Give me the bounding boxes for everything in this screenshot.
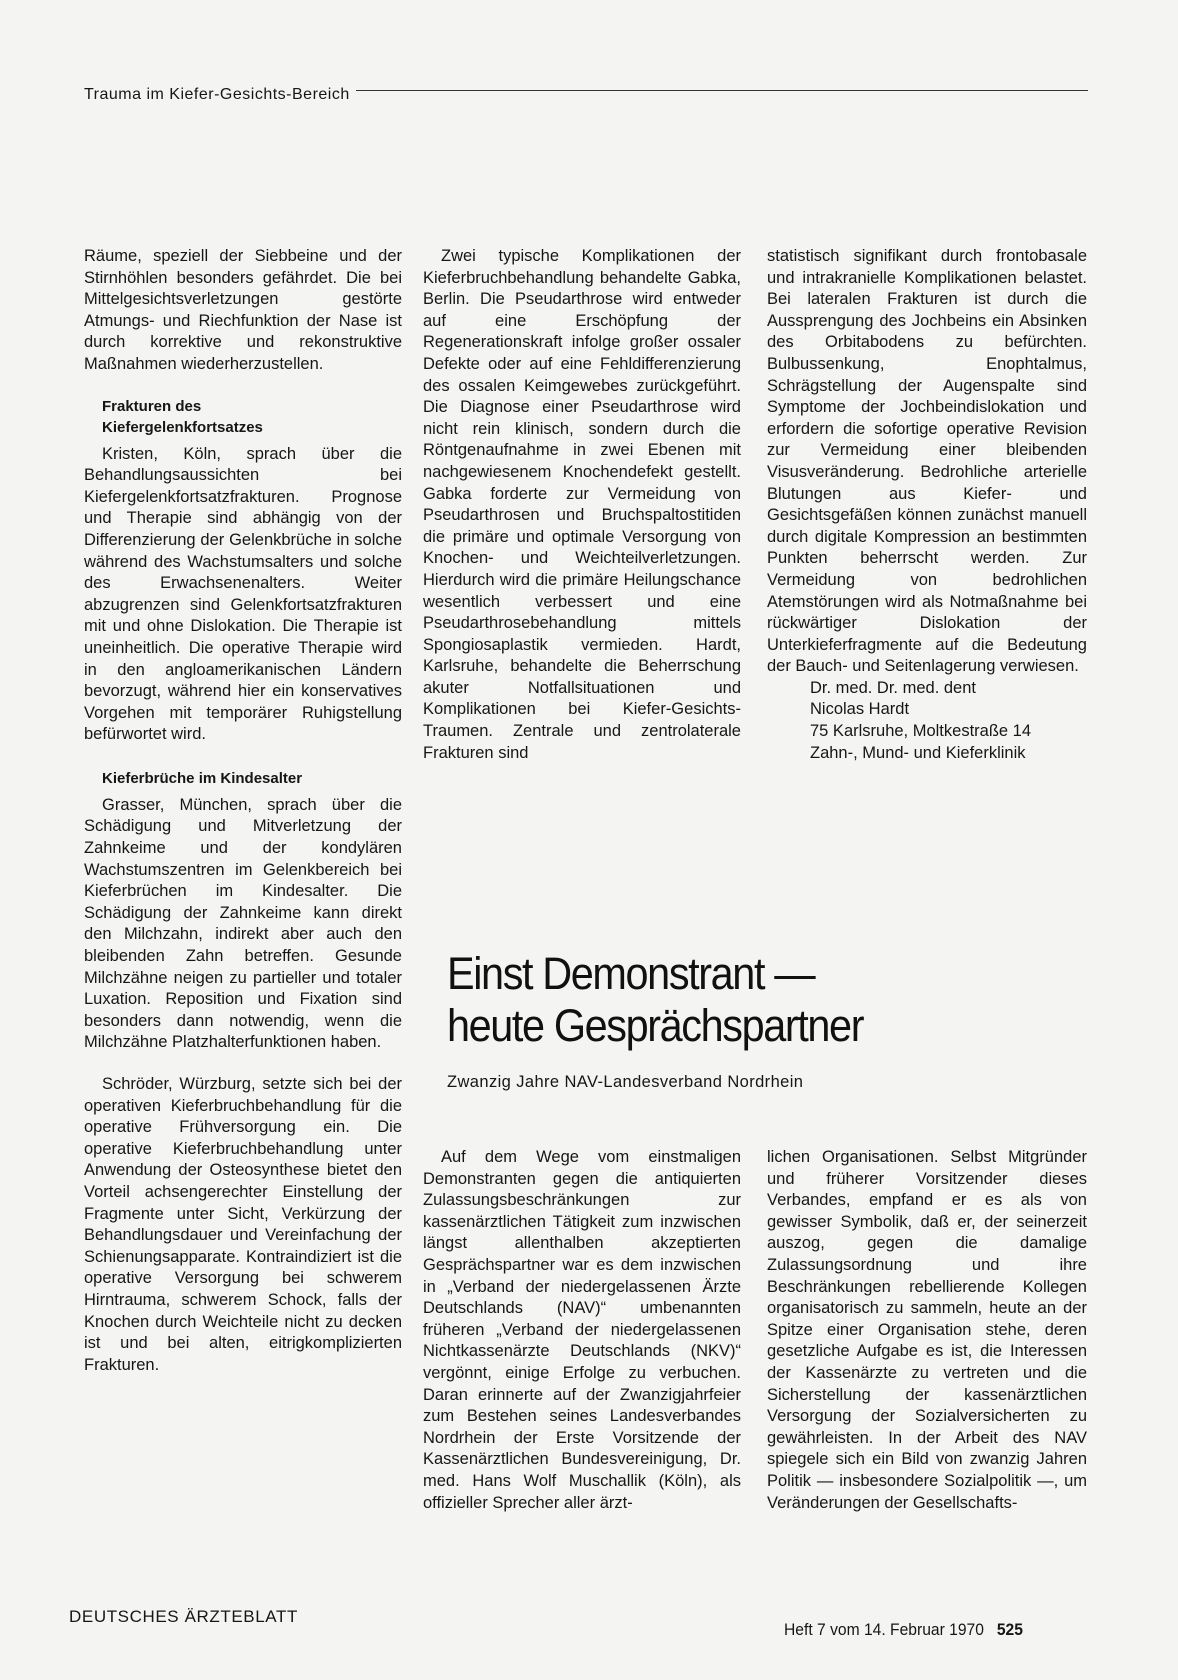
- author-name: Nicolas Hardt: [810, 700, 910, 719]
- page-number: 525: [996, 1620, 1023, 1639]
- paragraph: Räume, speziell der Siebbeine und der Stirnhöhlen besonders gefährdet. Die bei Mittelgesichtsverletzungen gestörte Atmungs- und Riechfunktion der Nase ist durch korrektive und rekonstruktive Maßnahmen wiederherzustellen.: [84, 247, 402, 373]
- author-clinic: Zahn-, Mund- und Kieferklinik: [810, 743, 1026, 762]
- running-header-text: Trauma im Kiefer-Gesichts-Bereich: [84, 86, 350, 103]
- section-heading: [84, 396, 402, 438]
- header-rule: [356, 90, 1088, 91]
- article-column-left: [423, 1147, 741, 1514]
- paragraph: Schröder, Würzburg, setzte sich bei der operativen Kieferbruchbehandlung für die operative Frühversorgung ein. Die operative Kieferbruchbehandlung unter Anwendung der Osteosynthese bietet den Vorteil achsengerechter Einstellung der Fragmente unter Sicht, Verkürzung der Behandlungsdauer und Vereinfachung der Schienungsapparate. Kontraindiziert ist die operative Versorgung bei schwerem Hirntrauma, schwerem Schock, falls der Knochen durch Weichteile nicht zu decken ist und bei alten, eitrigkomplizierten Frakturen.: [84, 1075, 402, 1374]
- paragraph: lichen Organisationen. Selbst Mitgründer und früherer Vorsitzender dieses Verbandes, empfand er es als von gewisser Symbolik, daß er, der seinerzeit auszog, gegen die damalige Zulassungsordnung und ihre Beschränkungen rebellierende Kollegen organisatorisch zu sammeln, heute an der Spitze einer Organisation stehe, deren gesetzliche Aufgabe es ist, die Interessen der Kassenärzte zu vertreten und die Sicherstellung der kassenärztlichen Versorgung der Sozialversicherten zu gewährleisten. In der Arbeit des NAV spiegele sich ein Bild von zwanzig Jahren Politik — insbesondere Sozialpolitik —, um Veränderungen der Gesellschafts-: [767, 1148, 1087, 1512]
- article-title-line: heute Gesprächspartner: [447, 1000, 864, 1051]
- article-column-right: [767, 1147, 1087, 1514]
- section-heading: Kieferbrüche im Kindesalter: [102, 769, 303, 787]
- paragraph: Auf dem Wege vom einstmaligen Demonstranten gegen die antiquierten Zulassungsbeschränkungen zur kassenärztlichen Tätigkeit zum inzwischen längst allenthalben akzeptierten Gesprächspartner war es dem inzwischen in „Verband der niedergelassenen Ärzte Deutschlands (NAV)“ umbenannten früheren „Verband der niedergelassenen Nichtkassenärzte Deutschlands (NKV)“ vergönnt, einige Erfolge zu verbuchen. Daran erinnerte auf der Zwanzigjahrfeier zum Bestehen seines Landesverbandes Nordrhein der Erste Vorsitzende der Kassenärztlichen Bundesvereinigung, Dr. med. Hans Wolf Muschallik (Köln), als offizieller Sprecher aller ärzt-: [423, 1148, 741, 1512]
- paragraph: Grasser, München, sprach über die Schädigung und Mitverletzung der Zahnkeime und der kondylären Wachstumszentren im Gelenkbereich bei Kieferbrüchen im Kindesalter. Die Schädigung der Zahnkeime kann direkt den Milchzahn, indirekt aber auch den bleibenden Zahn betreffen. Gesunde Milchzähne neigen zu partieller und totaler Luxation. Reposition und Fixation sind besonders dann notwendig, wenn die Milchzähne Platzhalterfunktionen haben.: [84, 795, 402, 1052]
- article-subtitle: Zwanzig Jahre NAV-Landesverband Nordrhein: [447, 1073, 804, 1091]
- author-address: [767, 678, 1087, 764]
- section-heading-line: Kiefergelenkfortsatzes: [102, 418, 263, 436]
- article-title: [447, 948, 962, 1052]
- footer-issue: [784, 1620, 1023, 1640]
- paragraph: statistisch signifikant durch frontobasale und intrakranielle Komplikationen belastet. Bei lateralen Frakturen ist durch die Aussprengung des Jochbeins ein Absinken des Orbitabodens zu befürchten. Bulbussenkung, Enophtalmus, Schrägstellung der Augenspalte sind Symptome der Jochbeindislokation und erfordern die sofortige operative Revision zur Vermeidung einer bleibenden Visusveränderung. Bedrohliche arterielle Blutungen aus Kiefer- und Gesichtsgefäßen können zunächst manuell durch digitale Kompression an bestimmten Punkten beherrscht werden. Zur Vermeidung von bedrohlichen Atemstörungen wird als Notmaßnahme bei rückwärtiger Dislokation der Unterkieferfragmente auf die Bedeutung der Bauch- und Seitenlagerung verwiesen.: [767, 247, 1087, 676]
- paragraph: Zwei typische Komplikationen der Kieferbruchbehandlung behandelte Gabka, Berlin. Die Pseudarthrose wird entweder auf eine Erschöpfung der Regenerationskraft infolge großer ossaler Defekte oder auf eine Fehldifferenzierung des ossalen Keimgewebes zurückgeführt. Die Diagnose einer Pseudarthrose wird nicht rein klinisch, sondern durch die Röntgenaufnahme in zwei Ebenen mit nachgewiesenem Knochendefekt gestellt. Gabka forderte zur Vermeidung von Pseudarthrosen und Bruchspaltostitiden die primäre und optimale Versorgung von Knochen- und Weichteilverletzungen. Hierdurch wird die primäre Heilungschance wesentlich verbessert und eine Pseudarthrosebehandlung mittels Spongiosaplastik vermieden. Hardt, Karlsruhe, behandelte die Beherrschung akuter Notfallsituationen und Komplikationen bei Kiefer-Gesichts-Traumen. Zentrale und zentrolaterale Frakturen sind: [423, 247, 741, 762]
- author-street: 75 Karlsruhe, Moltkestraße 14: [810, 722, 1032, 741]
- column-2: [423, 246, 741, 764]
- author-title: Dr. med. Dr. med. dent: [810, 678, 976, 697]
- journal-name: DEUTSCHES ÄRZTEBLATT: [69, 1607, 298, 1626]
- issue-info: Heft 7 vom 14. Februar 1970: [784, 1620, 984, 1639]
- column-1: [84, 246, 402, 1376]
- running-header: [84, 84, 1088, 106]
- article-title-line: Einst Demonstrant —: [447, 948, 815, 999]
- paragraph: Kristen, Köln, sprach über die Behandlungsaussichten bei Kiefergelenkfortsatzfrakturen. Prognose und Therapie sind abhängig von der Differenzierung der Gelenkbrüche in solche während des Wachstumsalters und solche des Erwachsenenalters. Weiter abzugrenzen sind Gelenkfortsatzfrakturen mit und ohne Dislokation. Die Therapie ist uneinheitlich. Die operative Therapie wird in den angloamerikanischen Ländern bevorzugt, während hier ein konservatives Vorgehen mit temporärer Ruhigstellung befürwortet wird.: [84, 444, 402, 744]
- section-heading-line: Frakturen des: [102, 397, 202, 415]
- column-3: [767, 246, 1087, 764]
